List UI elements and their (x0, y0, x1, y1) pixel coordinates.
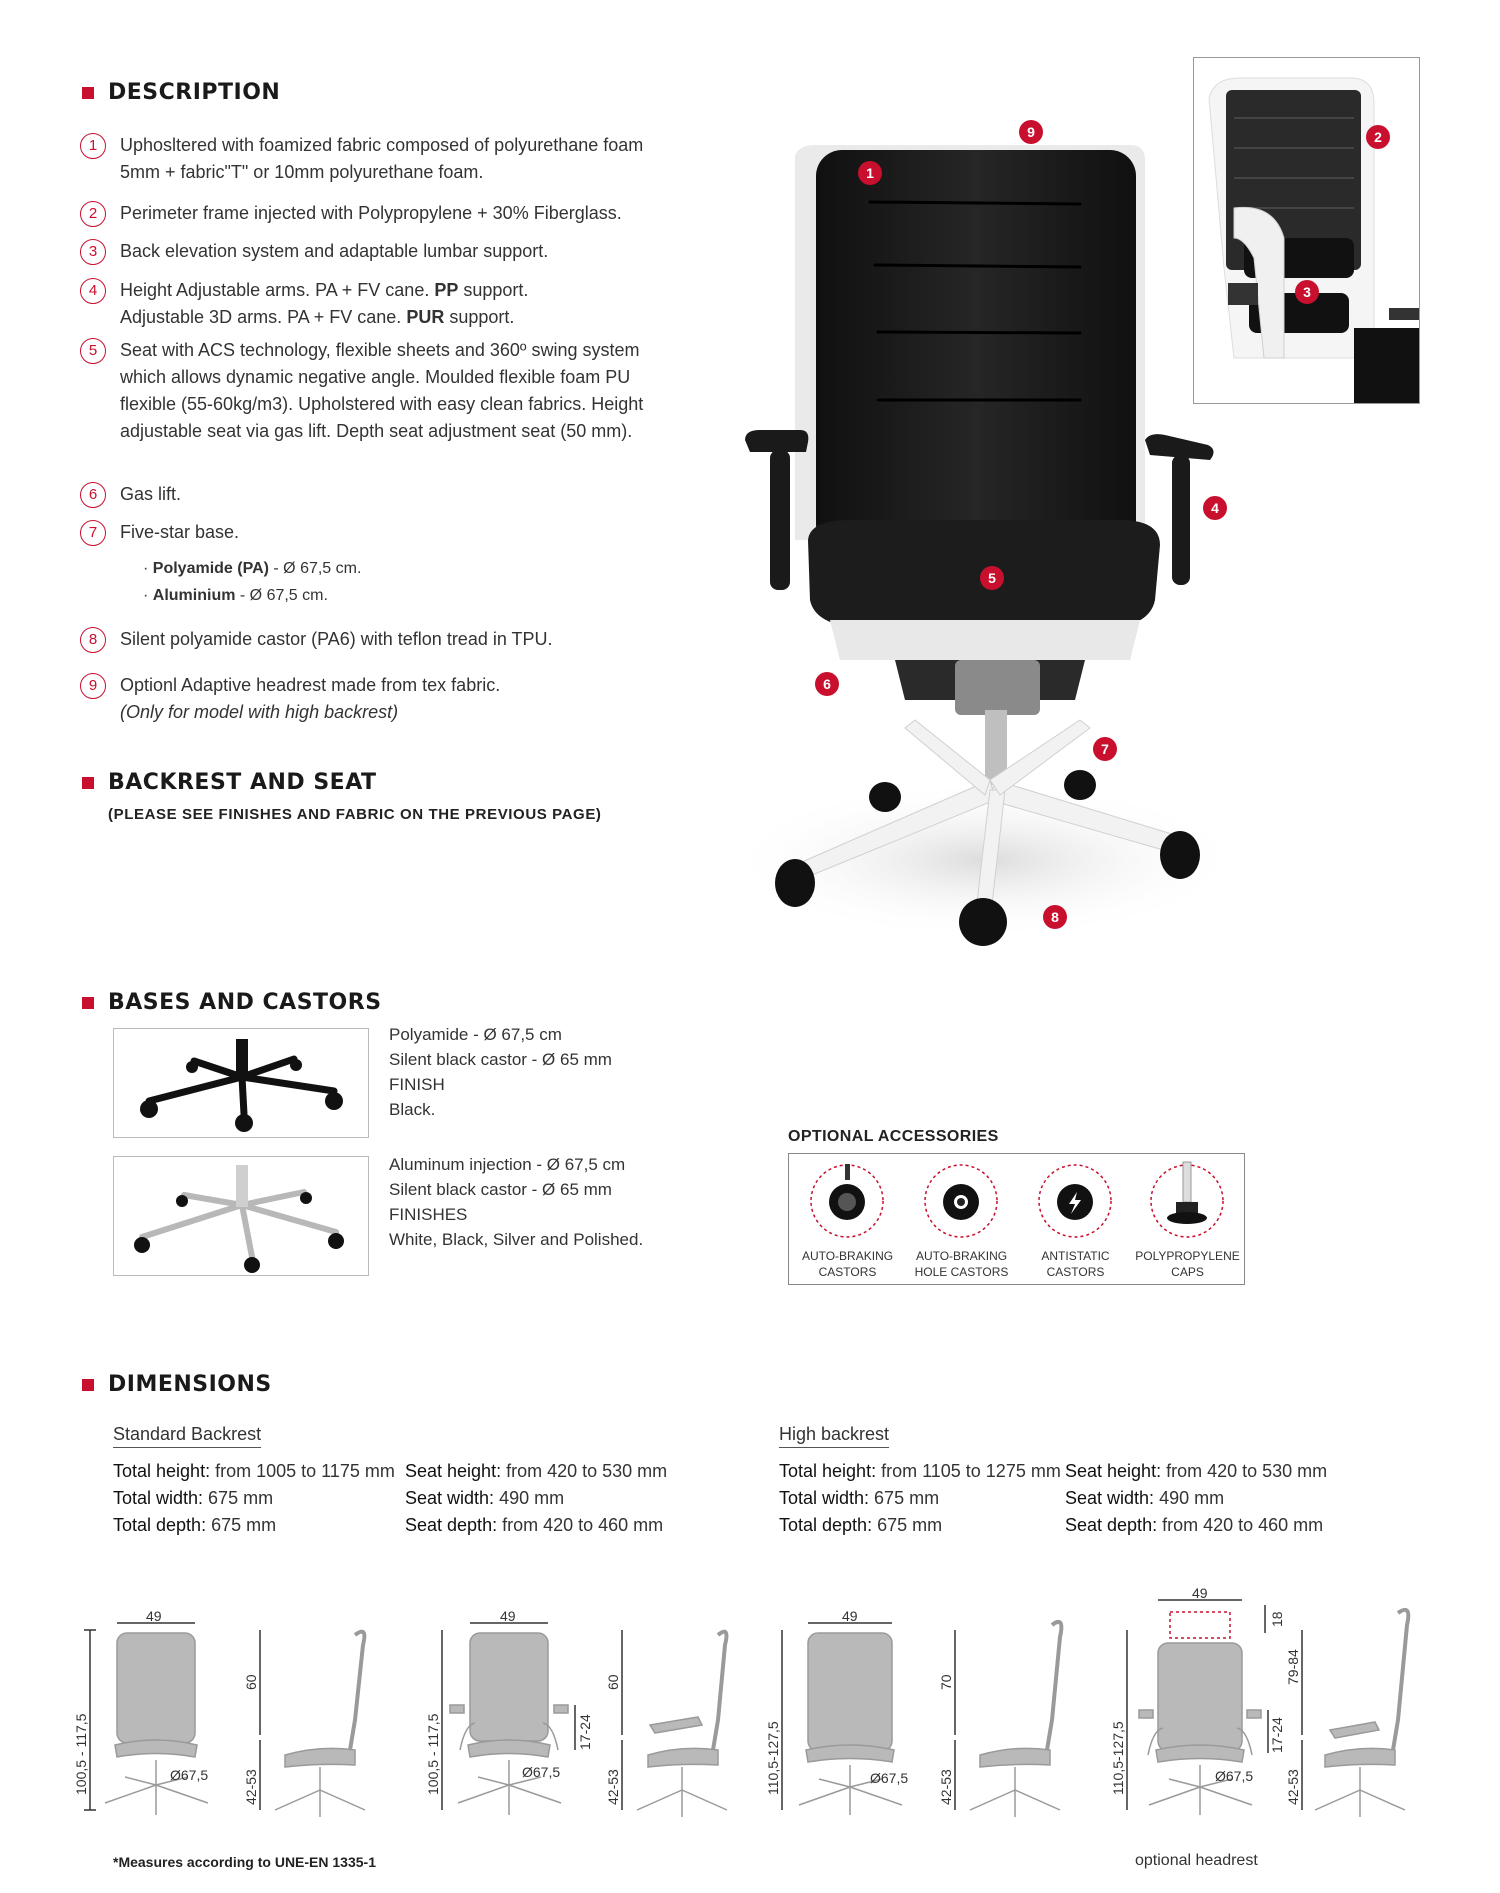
high-total-height-value: from 1105 to 1275 mm (876, 1461, 1061, 1481)
aluminium-base-text (389, 1152, 643, 1252)
d1-width-label: 49 (146, 1608, 162, 1624)
high-total-width-label: Total width: (779, 1488, 870, 1508)
d1-height-label: 100,5 - 117,5 (73, 1713, 89, 1795)
item-text-6: Gas lift. (120, 484, 182, 504)
item-4-line1-bold: PP (434, 280, 459, 300)
d2-seat-label: 42-53 (243, 1769, 259, 1805)
description-item-5 (80, 337, 680, 445)
chair-photo (690, 100, 1250, 950)
high-seat-width-value: 490 mm (1154, 1488, 1225, 1508)
aluminium-finish-label: FINISHES (389, 1205, 468, 1224)
standard-backrest-heading: Standard Backrest (113, 1424, 261, 1448)
dimension-drawings (70, 1585, 1430, 1835)
base-option-polyamide-size: - Ø 67,5 cm. (268, 560, 362, 577)
section-square-icon (82, 1379, 94, 1391)
d7-arm-label: 17-24 (1269, 1717, 1285, 1753)
inset-chair-back-photo (1194, 58, 1419, 403)
item-4-line1: Height Adjustable arms. PA + FV cane. (120, 280, 435, 300)
accessory-antistatic-castors (1019, 1154, 1132, 1284)
d6-back-label: 70 (938, 1674, 954, 1690)
item-number-3: 3 (80, 239, 106, 265)
standard-col1 (113, 1458, 395, 1539)
accessory-polypropylene-caps (1131, 1154, 1244, 1284)
chair-marker-5: 5 (980, 566, 1004, 590)
section-square-icon (82, 87, 94, 99)
polyamide-base-line: Polyamide - Ø 67,5 cm (389, 1025, 562, 1044)
high-seat-width-label: Seat width: (1065, 1488, 1155, 1508)
description-item-4 (80, 277, 680, 331)
item-number-4: 4 (80, 278, 106, 304)
accessory-4-label-1: POLYPROPYLENE (1135, 1249, 1240, 1263)
item-number-5: 5 (80, 338, 106, 364)
accessory-2-label-1: AUTO-BRAKING (915, 1249, 1008, 1263)
standard-seat-width-value: 490 mm (494, 1488, 565, 1508)
standard-total-depth-label: Total depth: (113, 1515, 207, 1535)
aluminium-finish-value: White, Black, Silver and Polished. (389, 1230, 644, 1249)
item-text-4 (120, 277, 680, 331)
d3-width-label: 49 (500, 1608, 516, 1624)
item-4-line2-end: support. (444, 307, 515, 327)
description-item-8 (80, 626, 680, 653)
standard-total-height-label: Total height: (113, 1461, 211, 1481)
polyamide-finish-value: Black. (389, 1100, 436, 1119)
polyamide-base-photo (113, 1028, 369, 1138)
d5-base-label: Ø67,5 (870, 1770, 909, 1786)
item-text-9 (120, 672, 680, 726)
d5-height-label: 110,5-127,5 (765, 1721, 781, 1795)
high-seat-depth-label: Seat depth: (1065, 1515, 1158, 1535)
item-4-line2: Adjustable 3D arms. PA + FV cane. (120, 307, 407, 327)
standard-total-width-value: 675 mm (203, 1488, 274, 1508)
item-4-line2-bold: PUR (406, 307, 445, 327)
aluminium-base-photo (113, 1156, 369, 1276)
polyamide-base-image (114, 1029, 368, 1137)
d7-height-label: 110,5-127,5 (1110, 1721, 1126, 1795)
polyamide-base-text (389, 1022, 612, 1122)
item-9-text: Optionl Adaptive headrest made from tex fabric. (120, 675, 501, 695)
section-square-icon (82, 777, 94, 789)
auto-braking-castor-icon (791, 1154, 904, 1244)
standard-col2 (405, 1458, 667, 1539)
base-option-aluminium-size: - Ø 67,5 cm. (235, 587, 328, 604)
description-item-7 (80, 519, 680, 546)
chair-marker-2: 2 (1366, 125, 1390, 149)
high-col1 (779, 1458, 1061, 1539)
item-text-3: Back elevation system and adaptable lumbar support. (120, 241, 549, 261)
d3-base-label: Ø67,5 (522, 1764, 561, 1780)
item-4-line1-end: support. (458, 280, 529, 300)
standard-seat-width-label: Seat width: (405, 1488, 495, 1508)
polyamide-castor-line: Silent black castor - Ø 65 mm (389, 1050, 612, 1069)
chair-marker-6: 6 (815, 672, 839, 696)
standard-total-height-value: from 1005 to 1175 mm (210, 1461, 395, 1481)
d3-arm-label: 17-24 (577, 1714, 593, 1750)
base-option-polyamide: · Polyamide (PA) - Ø 67,5 cm. (143, 560, 362, 577)
high-total-depth-label: Total depth: (779, 1515, 873, 1535)
description-item-9 (80, 672, 680, 726)
bases-title-text: BASES AND CASTORS (108, 990, 382, 1015)
accessory-1-label-1: AUTO-BRAKING (801, 1249, 894, 1263)
accessory-auto-braking-castors (791, 1154, 904, 1284)
item-number-9: 9 (80, 673, 106, 699)
optional-headrest-caption: optional headrest (1135, 1852, 1258, 1869)
d4-back-label: 60 (605, 1674, 621, 1690)
backrest-title (82, 770, 377, 795)
d5-width-label: 49 (842, 1608, 858, 1624)
high-seat-height-value: from 420 to 530 mm (1161, 1461, 1328, 1481)
accessory-auto-braking-hole-castors (905, 1154, 1018, 1284)
description-item-1 (80, 132, 680, 186)
d3-height-label: 100,5 - 117,5 (425, 1713, 441, 1795)
accessory-4-label-2: CAPS (1171, 1265, 1204, 1279)
item-text-5: Seat with ACS technology, flexible sheets and 360º swing system which allows dynamic negative angle. Moulded flexible foam PU flexible (55-60kg/m3). Upholstered with easy clean fabrics. Height adjustable seat via gas lift. Depth seat adjustment seat (50 mm). (120, 340, 644, 441)
standard-total-width-label: Total width: (113, 1488, 204, 1508)
aluminium-base-line: Aluminum injection - Ø 67,5 cm (389, 1155, 626, 1174)
item-number-1: 1 (80, 133, 106, 159)
high-backrest-heading: High backrest (779, 1424, 889, 1448)
d4-seat-label: 42-53 (605, 1769, 621, 1805)
high-total-height-label: Total height: (779, 1461, 877, 1481)
description-item-6 (80, 481, 680, 508)
glide-cap-icon (1131, 1154, 1244, 1244)
standard-seat-height-value: from 420 to 530 mm (501, 1461, 668, 1481)
d8-seat-label: 42-53 (1285, 1769, 1301, 1805)
dimensions-title-text: DIMENSIONS (108, 1372, 272, 1397)
base-option-aluminium: · Aluminium - Ø 67,5 cm. (143, 587, 328, 604)
description-title (82, 80, 280, 105)
accessory-3-label-2: CASTORS (1046, 1265, 1105, 1279)
d7-width-label: 49 (1192, 1585, 1208, 1601)
d7-base-label: Ø67,5 (1215, 1768, 1254, 1784)
section-square-icon (82, 997, 94, 1009)
item-text-7: Five-star base. (120, 522, 240, 542)
aluminium-base-image (114, 1157, 368, 1275)
description-title-text: DESCRIPTION (108, 80, 281, 105)
high-total-width-value: 675 mm (869, 1488, 940, 1508)
standard-total-depth-value: 675 mm (206, 1515, 277, 1535)
standard-seat-depth-label: Seat depth: (405, 1515, 498, 1535)
chair-marker-1: 1 (858, 161, 882, 185)
accessories-panel (788, 1153, 1245, 1285)
antistatic-castor-icon (1019, 1154, 1132, 1244)
item-number-8: 8 (80, 627, 106, 653)
item-text-1: Uphosltered with foamized fabric composed of polyurethane foam 5mm + fabric"T" or 10mm polyurethane foam. (120, 135, 644, 182)
chair-marker-9: 9 (1019, 120, 1043, 144)
standard-seat-height-label: Seat height: (405, 1461, 502, 1481)
inset-photo-frame (1193, 57, 1420, 404)
high-seat-depth-value: from 420 to 460 mm (1157, 1515, 1324, 1535)
item-number-6: 6 (80, 482, 106, 508)
d2-back-label: 60 (243, 1674, 259, 1690)
accessory-1-label-2: CASTORS (818, 1265, 877, 1279)
aluminium-castor-line: Silent black castor - Ø 65 mm (389, 1180, 612, 1199)
bases-title (82, 990, 382, 1015)
chair-marker-3: 3 (1295, 280, 1319, 304)
d1-base-label: Ø67,5 (170, 1767, 209, 1783)
d6-seat-label: 42-53 (938, 1769, 954, 1805)
high-col2 (1065, 1458, 1327, 1539)
d7-head-label: 18 (1269, 1611, 1285, 1627)
item-number-7: 7 (80, 520, 106, 546)
base-option-aluminium-name: Aluminium (152, 587, 236, 604)
standard-seat-depth-value: from 420 to 460 mm (497, 1515, 664, 1535)
measures-footnote: *Measures according to UNE-EN 1335-1 (113, 1854, 376, 1870)
polyamide-finish-label: FINISH (389, 1075, 445, 1094)
item-number-2: 2 (80, 201, 106, 227)
accessory-3-label-1: ANTISTATIC (1041, 1249, 1110, 1263)
d8-back-label: 79-84 (1285, 1649, 1301, 1685)
description-item-2 (80, 200, 680, 227)
backrest-title-text: BACKREST AND SEAT (108, 770, 377, 795)
backrest-note: (PLEASE SEE FINISHES AND FABRIC ON THE PREVIOUS PAGE) (108, 806, 602, 823)
chair-marker-8: 8 (1043, 905, 1067, 929)
chair-marker-4: 4 (1203, 496, 1227, 520)
high-seat-height-label: Seat height: (1065, 1461, 1162, 1481)
item-text-8: Silent polyamide castor (PA6) with teflon tread in TPU. (120, 629, 553, 649)
description-item-3 (80, 238, 680, 265)
high-total-depth-value: 675 mm (872, 1515, 943, 1535)
base-option-polyamide-name: Polyamide (PA) (152, 560, 269, 577)
accessory-2-label-2: HOLE CASTORS (914, 1265, 1009, 1279)
chair-marker-7: 7 (1093, 737, 1117, 761)
item-text-2: Perimeter frame injected with Polypropylene + 30% Fiberglass. (120, 203, 622, 223)
accessories-title: OPTIONAL ACCESSORIES (788, 1128, 999, 1145)
hole-castor-icon (905, 1154, 1018, 1244)
item-9-note: (Only for model with high backrest) (120, 702, 399, 722)
dimensions-title (82, 1372, 272, 1397)
